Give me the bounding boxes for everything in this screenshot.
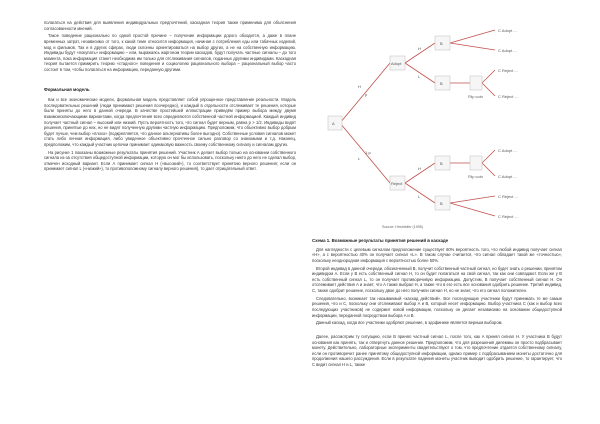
node-flip-coin: [470, 76, 482, 90]
outcome-label: C Reject ...: [498, 214, 518, 219]
intro-paragraph: Такое поведение рационально по одной простой причине – получение информации дорого обходится, а даже в плане временных затрат, независимо от того, к какой теме относится информация, начиная с потребления еды или табачных изделий, мод и фильмов. Так и в других сферах, люди склонны ориентироваться на выбор других, а не на собственную информацию. Индивиды будут «покупать» информацию – или, выражаясь жаргоном теории каскадов, будут получать частные сигналы – до того момента, пока информация станет необходима им только для отслеживания сигналов, поданных другими индивидами. Каскадная теория пытается примирить теорию «стадного» поведения и социологию рационального выбора – рациональный выбор часто состоит в том, чтобы полагаться на информацию, переданную другими.: [44, 33, 296, 72]
branch-line: [482, 150, 495, 163]
body-paragraph: Как и все экономические модели, формальная модель представляет собой упрощенное представление реальности. Модель последовательных решений (люди принимают решения поочередно), и каждый в отдельности отслеживает те решения, которые были приняты до него в данной очереди. В качестве простейшей иллюстрации приведём пример выбора между двумя взаимоисключающими вариантами, когда предпочтения всех определяются собственной частной информацией. Каждый индивид получает частный сигнал – высокий или низкий. Пусть вероятность того, что сигнал будет верным, равна p > 1/2. Индивиды видят решения, принятые до них, но не видят полученную другими частную информацию. Предположим, что объективно выбор добрым будет лучше, чем выбор «плохо» (подкрепляется, что данное альтернативы более выгодно). Собственные условия сигналов может стать либо личная информация, либо увиденное объективно прочтенное сильно разговор со знакомыми и т.д. Наконец, предположим, что каждый участник цепочки принимает одинаковую важность своему собственному сигналу и сигналам других.: [44, 97, 296, 147]
node-label: Adopt: [391, 61, 402, 66]
outcome-label: C Adopt ...: [498, 148, 517, 153]
node-label: Reject: [391, 181, 403, 186]
branch-line: [482, 70, 495, 83]
intro-paragraph: полагаться на действия для выявления индивидуальных предпочтений, каскадная теория также применима для объяснения согласованности мнений.: [44, 20, 296, 31]
node-label: A: [332, 121, 335, 126]
branch-line: [482, 83, 495, 96]
probability-label: p: [365, 92, 368, 97]
node-label: B: [440, 41, 443, 46]
branch-line: [450, 43, 495, 50]
right-paragraph: Второй индивид в данной очереди, обозначенный B, получит собственный частный сигнал, но будет знать о решении, принятом индивидом А. Если у B есть собственный сигнал H, то он будет полагаться на свой сигнал, так как они совпадают. Если же у B есть собственный сигнал L, то он получает противоречивую информацию. Допустим, B получает собственный сигнал H. Он отслеживает действия A и знает, что A также выбрал H, а также что в его есть все основания одобрить решение. Третий индивид, C, также одобрит решение, поскольку двое до него получили сигнал H, но не знает, что его сигнал положителен.: [312, 265, 562, 293]
node-flip-coin: [470, 156, 482, 170]
probability-label: 1-p: [365, 150, 371, 155]
signal-label: L: [418, 74, 421, 79]
figure-source-note: Source: Hirshleifer (1995): [382, 225, 423, 229]
branch-line: [450, 196, 495, 203]
node-label: B: [440, 81, 443, 86]
node-label: Flip coin: [468, 174, 483, 179]
outcome-label: C Reject ...: [498, 68, 518, 73]
left-column: [44, 20, 296, 174]
node-label: B: [440, 201, 443, 206]
signal-label: L: [418, 194, 421, 199]
outcome-label: C Adopt ...: [498, 174, 517, 179]
branch-line: [450, 30, 495, 43]
cascade-tree-figure: [310, 18, 562, 232]
outcome-label: C Adopt ...: [498, 28, 517, 33]
branch-line: [405, 63, 435, 83]
node-label: Flip coin: [468, 94, 483, 99]
branch-line: [405, 183, 435, 203]
right-paragraph: Далее, рассмотрим ту ситуацию, если B принял частный сигнал L, после того, как A принял сигнал H. У участника B будут основания как принять, так и отвергнуть данное решение. Предположим, что для разрешения дилеммы он просто подбрасывает монету. Действительно, лабораторные эксперименты свидетельствуют о том, что предпочтение отдается собственному сигналу, если он противоречит ранее принятому общедоступной информации, однако пример с подбрасыванием монеты достаточно для продолжения нашего рассуждения. Если в результате падения монеты участник выводит одобрить решение, то гарантирует, что C видит сигнал H и L, также: [312, 334, 562, 368]
outcome-label: C Reject ...: [498, 94, 518, 99]
right-paragraph: Данный каскад, когда все участники одобряют решение, в эдофинике является верным выбором.: [316, 320, 503, 326]
signal-label: H: [418, 46, 421, 51]
outcome-label: C Adopt ...: [498, 48, 517, 53]
body-paragraph: На рисунке 1 показаны возможные результаты принятия решений. Участник А делает выбор только на основании собственного сигнала из-за отсутствия общедоступной информации, которую он мог бы использовать, поскольку никто до него не сделал выбор, отмечен исходный вариант. Если А принимает сигнал H («высокий»), то соответствует принятию верного решения; если он принимает сигнал L («низкий»), то противоположному сигналу верного решения), то дает отрицательный ответ.: [44, 149, 296, 172]
section-heading: Формальная модель: [44, 86, 90, 92]
cascade-tree-diagram: [310, 18, 562, 232]
signal-label: H: [418, 166, 421, 171]
node-label: B: [440, 161, 443, 166]
figure-caption: Схема 1. Возможные результаты принятия решений в каскаде: [312, 238, 449, 243]
branch-line: [482, 163, 495, 176]
signal-label: H: [358, 84, 361, 89]
right-column: [312, 238, 562, 370]
outcome-label: C Reject ...: [498, 194, 518, 199]
right-paragraph: Для наглядности с целевым сигналом предположение существует 60% вероятность того, что любой индивид получает сигнал «H», а с вероятностью 40% он получает сигнал «L». В таком случае считается, что сигнал обладает такой же «точностью», поскольку неоднородная информация с вероятностью более 50%.: [312, 246, 562, 263]
node-root: [328, 116, 342, 130]
branch-line: [450, 203, 495, 216]
right-paragraph: Следовательно, возникает так называемый «каскад действий». Все последующие участники будут принимать те же самые решения, что и C, поскольку они отслеживают выбор A и B, который несет информацию. Выбор участника C (как и выбор всех последующих участников) не содержит новой информации, поскольку он делает независимо на основании общедоступной информации, переданной посредством выбора A и B.: [312, 295, 562, 318]
signal-label: L: [358, 156, 361, 161]
